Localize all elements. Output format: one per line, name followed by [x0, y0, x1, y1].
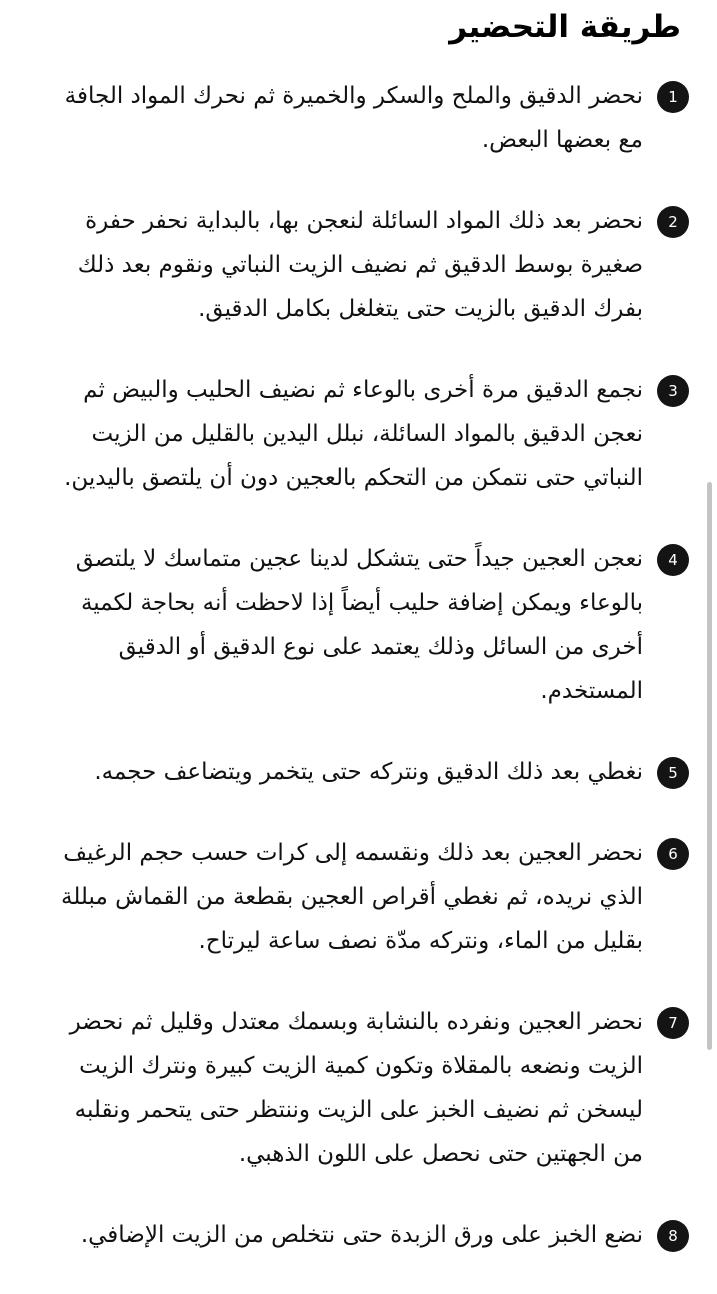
step-number-badge: 1 [657, 81, 689, 113]
step-item [39, 750, 689, 794]
step-item [39, 199, 689, 331]
step-number-badge: 5 [657, 757, 689, 789]
step-number-badge: 6 [657, 838, 689, 870]
step-item [39, 368, 689, 500]
step-text: نحضر العجين بعد ذلك ونقسمه إلى كرات حسب حجم الرغيف الذي نريده، ثم نغطي أقراص العجين بقطعة من القماش مبللة بقليل من الماء، ونتركه مدّة نصف ساعة ليرتاح. [60, 840, 643, 954]
step-number-badge: 8 [657, 1220, 689, 1252]
step-item [39, 831, 689, 963]
page-title: طريقة التحضير [449, 9, 681, 45]
step-text: نجمع الدقيق مرة أخرى بالوعاء ثم نضيف الحليب والبيض ثم نعجن الدقيق بالمواد السائلة، نبلل اليدين بالقليل من الزيت النباتي حتى نتمكن من التحكم بالعجين دون أن يلتصق باليدين. [64, 377, 643, 491]
step-text: نضع الخبز على ورق الزبدة حتى نتخلص من الزيت الإضافي. [80, 1222, 643, 1248]
step-text: نحضر العجين ونفرده بالنشابة وبسمك معتدل وقليل ثم نحضر الزيت ونضعه بالمقلاة وتكون كمية الزيت كبيرة ونترك الزيت ليسخن ثم نضيف الخبز على الزيت وننتظر حتى يتحمر ونقلبه من الجهتين حتى نحصل على اللون الذهبي. [69, 1009, 643, 1167]
steps-list [39, 74, 689, 1294]
step-text: نغطي بعد ذلك الدقيق ونتركه حتى يتخمر ويتضاعف حجمه. [94, 759, 643, 785]
step-number-badge: 7 [657, 1007, 689, 1039]
step-text: نعجن العجين جيداً حتى يتشكل لدينا عجين متماسك لا يلتصق بالوعاء ويمكن إضافة حليب أيضاً إذا لاحظت أنه بحاجة لكمية أخرى من السائل وذلك يعتمد على نوع الدقيق أو الدقيق المستخدم. [75, 546, 643, 704]
step-text: نحضر الدقيق والملح والسكر والخميرة ثم نحرك المواد الجافة مع بعضها البعض. [64, 83, 643, 153]
step-item [39, 74, 689, 162]
step-number-badge: 3 [657, 375, 689, 407]
step-number-badge: 4 [657, 544, 689, 576]
scrollbar[interactable] [707, 482, 712, 1050]
step-item [39, 537, 689, 713]
step-text: نحضر بعد ذلك المواد السائلة لنعجن بها، بالبداية نحفر حفرة صغيرة بوسط الدقيق ثم نضيف الزيت النباتي ونقوم بعد ذلك بفرك الدقيق بالزيت حتى يتغلغل بكامل الدقيق. [77, 208, 643, 322]
step-item [39, 1213, 689, 1257]
step-number-badge: 2 [657, 206, 689, 238]
step-item [39, 1000, 689, 1176]
